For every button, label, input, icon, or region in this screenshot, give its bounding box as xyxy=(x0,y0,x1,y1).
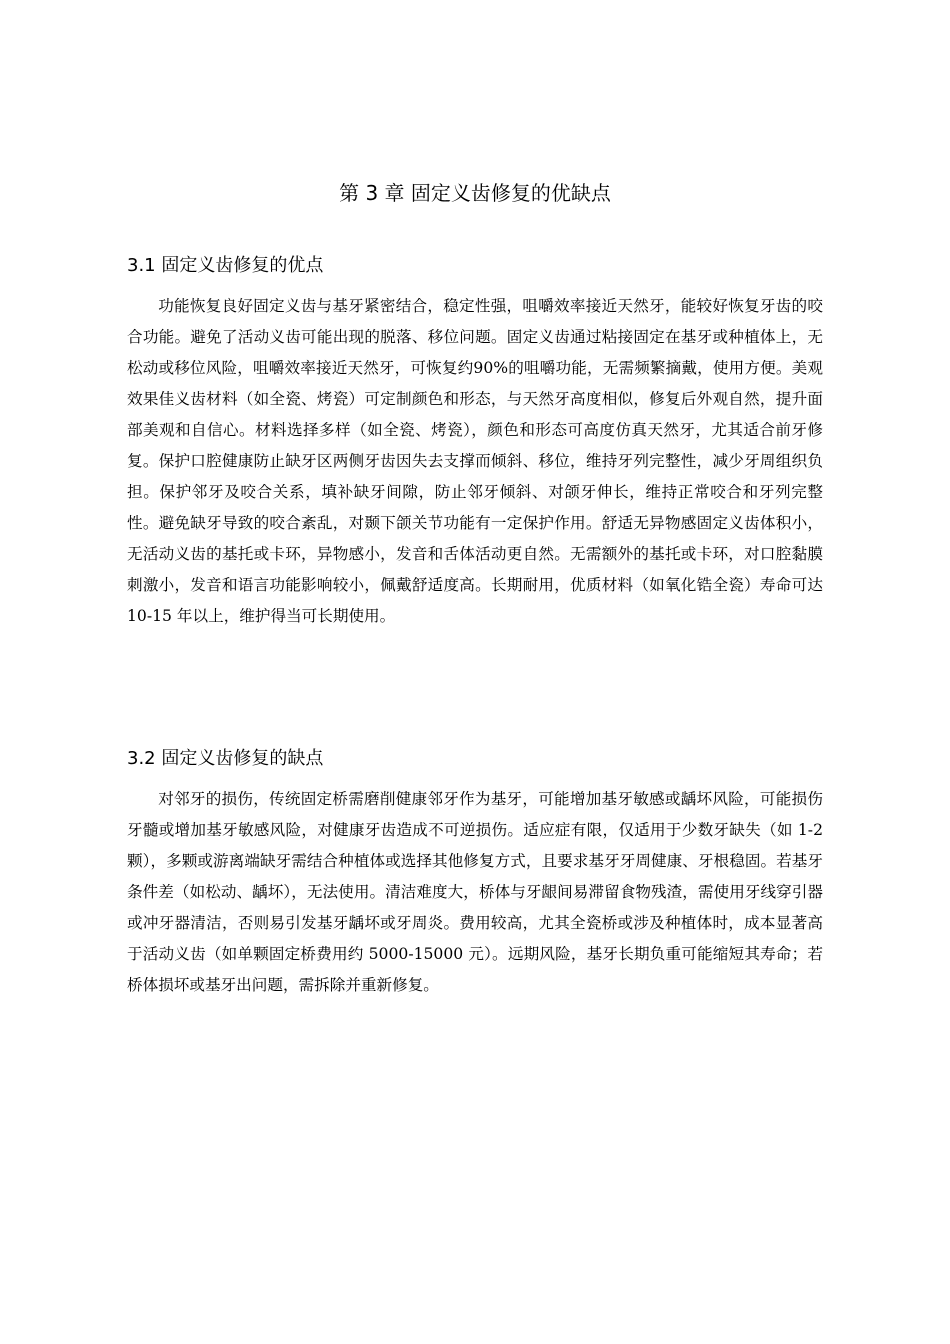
section-body-disadvantages: 对邻牙的损伤，传统固定桥需磨削健康邻牙作为基牙，可能增加基牙敏感或龋坏风险，可能损伤牙髓或增加基牙敏感风险，对健康牙齿造成不可逆损伤。适应症有限，仅适用于少数牙缺失（如 1-2 颗），多颗或游离端缺牙需结合种植体或选择其他修复方式，且要求基牙牙周健康、牙根稳固。若基牙条件差（如松动、龋坏），无法使用。清洁难度大，桥体与牙龈间易滞留食物残渣，需使用牙线穿引器或冲牙器清洁，否则易引发基牙龋坏或牙周炎。费用较高，尤其全瓷桥或涉及种植体时，成本显著高于活动义齿（如单颗固定桥费用约 5000-15000 元）。远期风险，基牙长期负重可能缩短其寿命；若桥体损坏或基牙出问题，需拆除并重新修复。 xyxy=(127,790,823,994)
chapter-title: 第 3 章 固定义齿修复的优缺点 xyxy=(339,181,611,205)
section-heading-advantages: 3.1 固定义齿修复的优点 xyxy=(127,255,324,276)
section-heading-disadvantages: 3.2 固定义齿修复的缺点 xyxy=(127,748,324,769)
section-body-advantages: 功能恢复良好固定义齿与基牙紧密结合，稳定性强，咀嚼效率接近天然牙，能较好恢复牙齿的咬合功能。避免了活动义齿可能出现的脱落、移位问题。固定义齿通过粘接固定在基牙或种植体上，无松动或移位风险，咀嚼效率接近天然牙，可恢复约90%的咀嚼功能，无需频繁摘戴，使用方便。美观效果佳义齿材料（如全瓷、烤瓷）可定制颜色和形态，与天然牙高度相似，修复后外观自然，提升面部美观和自信心。材料选择多样（如全瓷、烤瓷），颜色和形态可高度仿真天然牙，尤其适合前牙修复。保护口腔健康防止缺牙区两侧牙齿因失去支撑而倾斜、移位，维持牙列完整性，减少牙周组织负担。保护邻牙及咬合关系，填补缺牙间隙，防止邻牙倾斜、对颌牙伸长，维持正常咬合和牙列完整性。避免缺牙导致的咬合紊乱，对颞下颌关节功能有一定保护作用。舒适无异物感固定义齿体积小，无活动义齿的基托或卡环，异物感小，发音和舌体活动更自然。无需额外的基托或卡环，对口腔黏膜刺激小，发音和语言功能影响较小，佩戴舒适度高。长期耐用，优质材料（如氧化锆全瓷）寿命可达 10-15 年以上，维护得当可长期使用。 xyxy=(127,297,823,625)
